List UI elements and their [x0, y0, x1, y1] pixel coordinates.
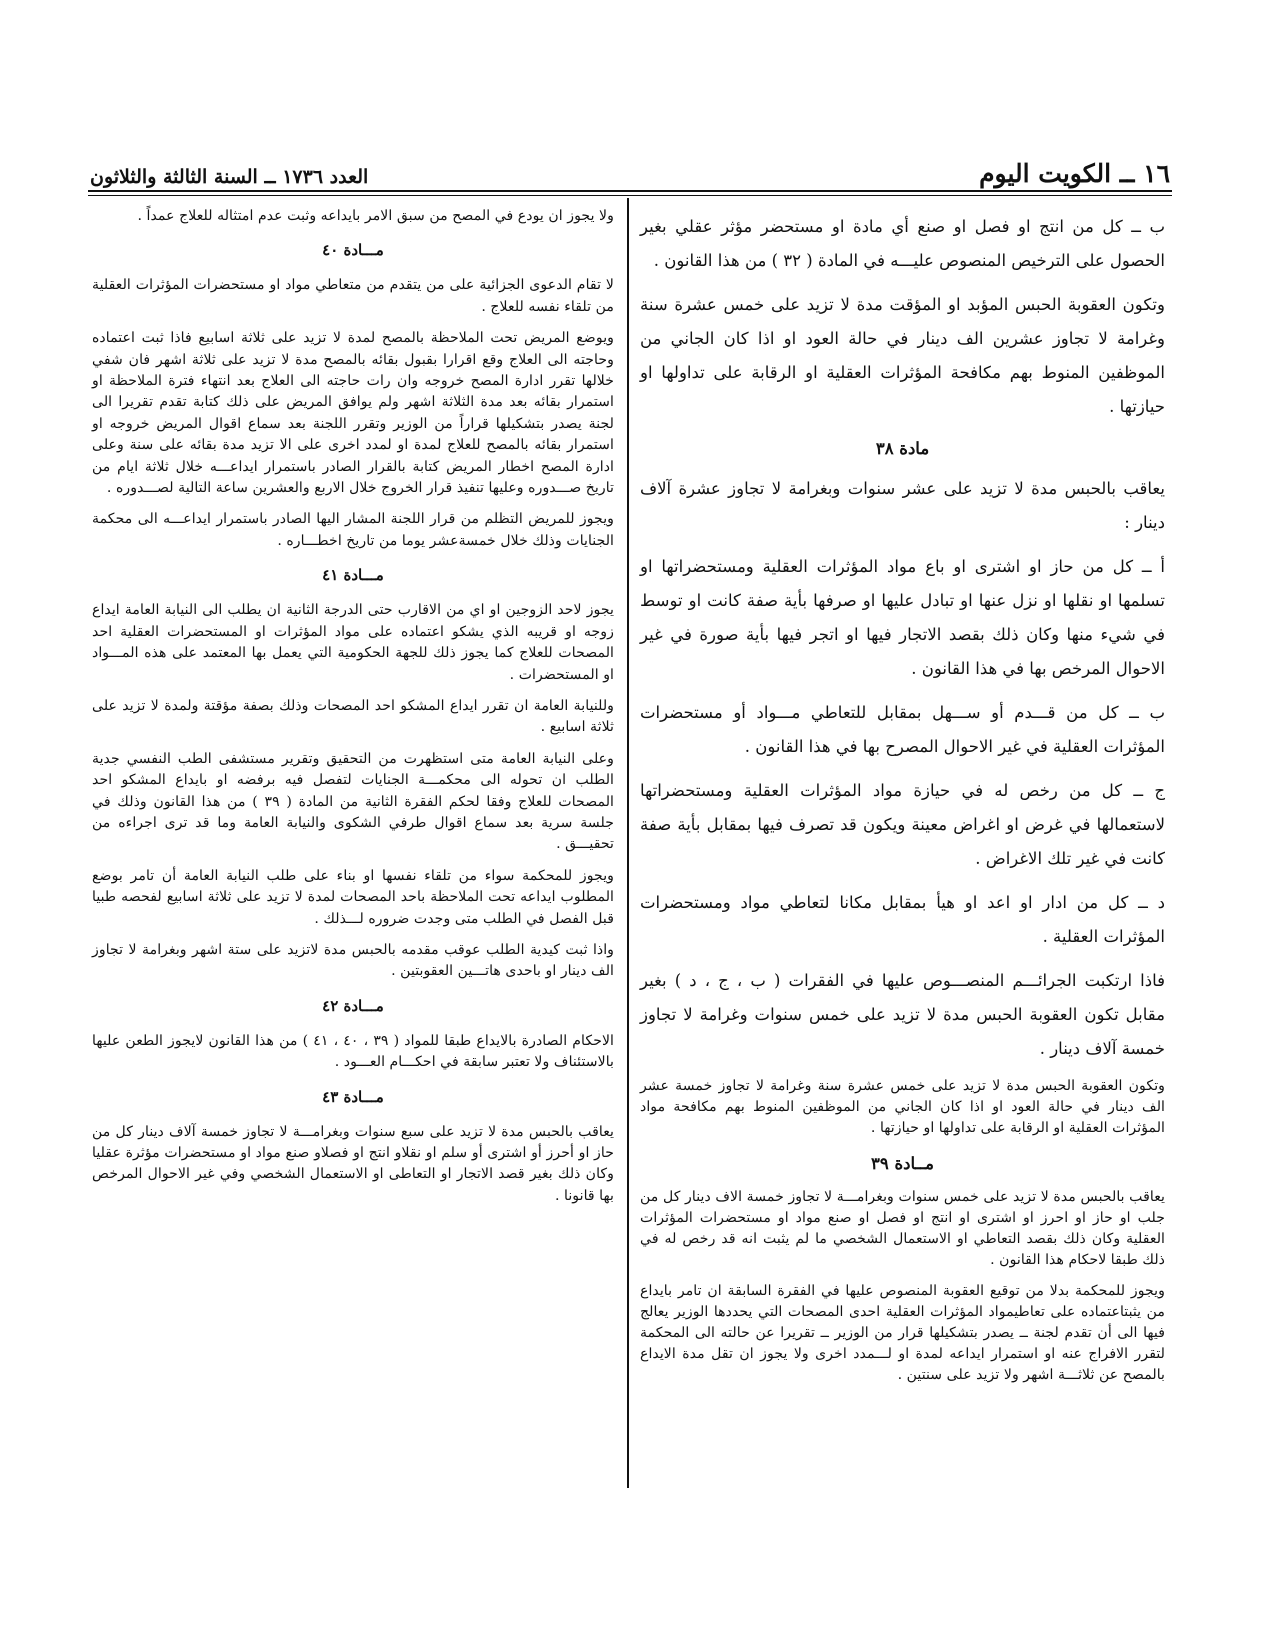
paragraph: واذا ثبت كيدية الطلب عوقب مقدمه بالحبس مدة لاتزيد على ستة اشهر وبغرامة لا تجاوز الف دينار او باحدى هاتـــين العقوبتين . [92, 941, 614, 980]
left-column [92, 206, 614, 1217]
paragraph: د ــ كل من ادار او اعد او هيأ بمقابل مكانا لتعاطي مواد ومستحضرات المؤثرات العقلية . [640, 893, 1165, 946]
article-heading: مـــادة ٤٢ [322, 996, 384, 1015]
paragraph: يجوز لاحد الزوجين او اي من الاقارب حتى الدرجة الثانية ان يطلب الى النيابة العامة ايداع زوجه او قريبه الذي يشكو اعتماده على مواد المؤثرات او المستحضرات العقلية احد المصحات للعلاج كما يجوز ذلك للجهة الحكومية التي يعمل بها المعتمد على هذه المـــواد او المستحضرات . [92, 602, 614, 683]
article-heading: مـــادة ٤٠ [322, 241, 384, 260]
paragraph: فاذا ارتكبت الجرائـــم المنصـــوص عليها في الفقرات ( ب ، ج ، د ) بغير مقابل تكون العقوبة الحبس مدة لا تزيد على خمس سنوات وغرامة لا تجاوز خمسة آلاف دينار . [640, 971, 1165, 1058]
paragraph: ويوضع المريض تحت الملاحظة بالمصح لمدة لا تزيد على ثلاثة اسابيع فاذا ثبت اعتماده وحاجته الى العلاج وقع اقرارا بقبول بقائه بالمصح مدة لا تزيد على ثلاثة اشهر فان شفي خلالها تقرر ادارة المصح خروجه وان رات حاجته الى العلاج بعد انتهاء فترة الملاحظة او استمرار بقائه بعد مدة الثلاثة اشهر ولم يوافق المريض على ذلك كتابة تقدم تقريرا الى لجنة يصدر بتشكيلها قراراً من الوزير وتقرر اللجنة بعد سماع اقوال المريض خروجه او استمرار بقائه بالمصح للعلاج لمدة او لمدد اخرى على الا تزيد مدة بقائه على سنة وعلى ادارة المصح اخطار المريض كتابة بالقرار الصادر باستمرار ايداعـــه خلال ثلاثة ايام من تاريخ صـــدوره وعليها تنفيذ قرار الخروج خلال الاربع والعشرين ساعة التالية لصـــدوره . [92, 330, 614, 497]
paragraph: الاحكام الصادرة بالايداع طبقا للمواد ( ٣٩ ، ٤٠ ، ٤١ ) من هذا القانون لايجوز الطعن عليها بالاستئناف ولا تعتبر سابقة في احكـــام العـــود . [92, 1032, 614, 1071]
right-column [640, 210, 1165, 1396]
header-rule [88, 190, 1172, 192]
article-heading: مـــادة ٤٣ [322, 1087, 384, 1106]
paragraph: ب ــ كل من قـــدم أو ســـهل بمقابل للتعاطي مـــواد أو مستحضرات المؤثرات العقلية في غير الاحوال المصرح بها في هذا القانون . [640, 703, 1165, 756]
paragraph: أ ــ كل من حاز او اشترى او باع مواد المؤثرات العقلية ومستحضراتها او تسلمها او نقلها او نزل عنها او تبادل عليها او صرفها بأية صفة كانت او توسط في شيء منها وكان ذلك بقصد الاتجار فيها او اتجر فيها بأية صورة في غير الاحوال المرخص بها في هذا القانون . [640, 557, 1165, 678]
paragraph: يعاقب بالحبس مدة لا تزيد على خمس سنوات وبغرامـــة لا تجاوز خمسة الاف دينار كل من جلب او حاز او احرز او اشترى او انتج او فصل او صنع مواد او مستحضرات المؤثرات العقلية وكان ذلك بقصد التعاطي او الاستعمال الشخصي ما لم يثبت انه قد رخص له في ذلك طبقا لاحكام هذا القانون . [640, 1189, 1165, 1268]
column-divider [627, 198, 629, 1488]
paragraph: وعلى النيابة العامة متى استظهرت من التحقيق وتقرير مستشفى الطب النفسي جدية الطلب ان تحوله الى محكمـــة الجنايات لتفصل فيه برفضه او بايداع المشكو احد المصحات للعلاج وفقا لحكم الفقرة الثانية من المادة ( ٣٩ ) من هذا القانون وذلك في جلسة سرية بعد سماع اقوال طرفي الشكوى والنيابة العامة وما قد ترى اجراءه من تحقيـــق . [92, 750, 614, 853]
paragraph: وتكون العقوبة الحبس المؤبد او المؤقت مدة لا تزيد على خمس عشرة سنة وغرامة لا تجاوز عشرين الف دينار في حالة العود او اذا كان الجاني من الموظفين المنوط بهم مكافحة المؤثرات العقلية او الرقابة على تداولها او حيازتها . [640, 295, 1165, 416]
paragraph: ويجوز للمحكمة سواء من تلقاء نفسها او بناء على طلب النيابة العامة أن تامر بوضع المطلوب ايداعه تحت الملاحظة باحد المصحات لمدة لا تزيد على ثلاثة اسابيع لفحصه طبيا قبل الفصل في الطلب متى وجدت ضروره لـــذلك . [92, 867, 614, 927]
paragraph: ب ــ كل من انتج او فصل او صنع أي مادة او مستحضر مؤثر عقلي بغير الحصول على الترخيص المنصوص عليـــه في المادة ( ٣٢ ) من هذا القانون . [640, 217, 1165, 270]
article-heading: مادة ٣٨ [875, 439, 930, 458]
paragraph: لا تقام الدعوى الجزائية على من يتقدم من متعاطي مواد او مستحضرات المؤثرات العقلية من تلقاء نفسه للعلاج . [92, 277, 614, 315]
header-issue-info: العدد ١٧٣٦ ــ السنة الثالثة والثلاثون [90, 166, 369, 188]
header-rule-thin [88, 195, 1172, 196]
paragraph: ج ــ كل من رخص له في حيازة مواد المؤثرات العقلية ومستحضراتها لاستعمالها في غرض او اغراض معينة ويكون قد تصرف فيها بمقابل بأية صفة كانت في غير تلك الاغراض . [640, 781, 1165, 868]
page-header [90, 156, 1170, 188]
paragraph: يعاقب بالحبس مدة لا تزيد على سبع سنوات وبغرامـــة لا تجاوز خمسة آلاف دينار كل من حاز او أحرز أو اشترى أو سلم او نقلاو انتج او فصلاو صنع مواد او مستحضرات مؤثرة عقليا وكان ذلك بغير قصد الاتجار او التعاطى او الاستعمال الشخصي وفي غير الاحوال المرخص بها قانونا . [92, 1123, 614, 1204]
paragraph: وتكون العقوبة الحبس مدة لا تزيد على خمس عشرة سنة وغرامة لا تجاوز خمسة عشر الف دينار في حالة العود او اذا كان الجاني من الموظفين المنوط بهم مكافحة مواد المؤثرات العقلية او الرقابة على تداولها او حيازتها . [640, 1078, 1165, 1136]
article-heading: مــادة ٣٩ [870, 1154, 934, 1173]
paragraph: يعاقب بالحبس مدة لا تزيد على عشر سنوات وبغرامة لا تجاوز عشرة آلاف دينار : [640, 479, 1165, 532]
header-page-number-title: ١٦ ــ الكويت اليوم [979, 159, 1170, 188]
article-heading: مـــادة ٤١ [322, 566, 384, 585]
paragraph: ويجوز للمريض التظلم من قرار اللجنة المشار اليها الصادر باستمرار ايداعـــه الى محكمة الجنايات وذلك خلال خمسةعشر يوما من تاريخ اخطـــاره . [92, 511, 614, 549]
paragraph: ولا يجوز ان يودع في المصح من سبق الامر بايداعه وثبت عدم امتثاله للعلاج عمداً . [137, 208, 614, 224]
paragraph: وللنيابة العامة ان تقرر ايداع المشكو احد المصحات وذلك بصفة مؤقتة ولمدة لا تزيد على ثلاثة اسابيع . [92, 697, 614, 736]
paragraph: ويجوز للمحكمة بدلا من توقيع العقوبة المنصوص عليها في الفقرة السابقة ان تامر بايداع من يثبتاعتماده على تعاطيمواد المؤثرات العقلية احدى المصحات التي يحددها الوزير يعالج فيها الى أن تقدم لجنة ــ يصدر بتشكيلها قرار من الوزير ــ تقريرا عن حالته الى المحكمة لتقرر الافراج عنه او استمرار ايداعه لمدة او لـــمدد اخرى ولا يجوز ان تقل مدة الايداع بالمصح عن ثلاثـــة اشهر ولا تزيد على سنتين . [640, 1283, 1165, 1383]
